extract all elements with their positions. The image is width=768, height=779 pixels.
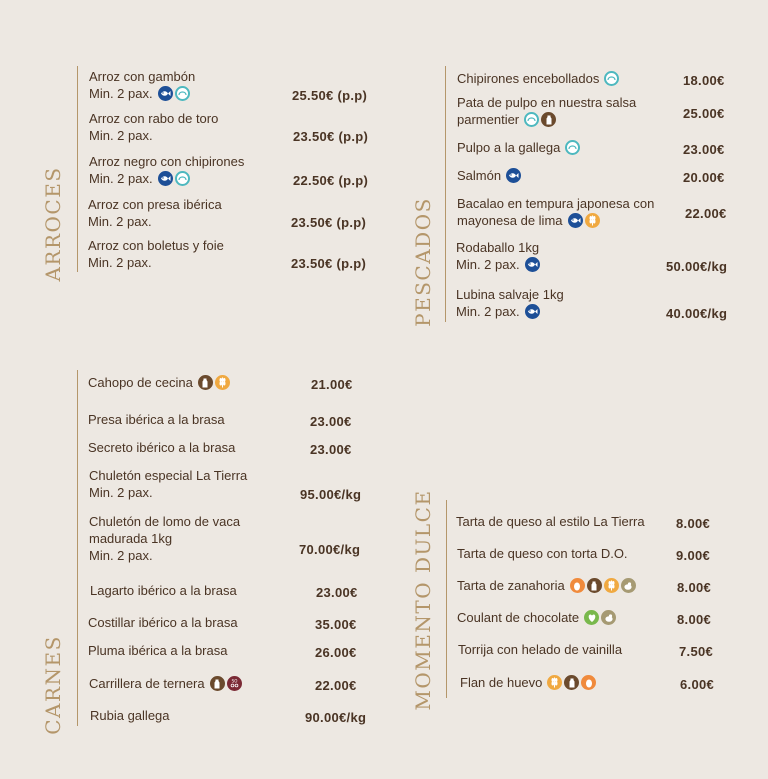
item-name: Arroz negro con chipirones xyxy=(89,154,245,169)
allergen-icons xyxy=(198,375,230,390)
fish-icon xyxy=(525,257,540,272)
shellfish-icon xyxy=(175,171,190,186)
item-name: Tarta de zanahoria xyxy=(457,578,565,593)
item-price: 40.00€/kg xyxy=(666,306,728,321)
item-name: Costillar ibérico a la brasa xyxy=(88,615,238,630)
item-name-cont: madurada 1kg xyxy=(89,531,173,546)
menu-item xyxy=(88,642,227,659)
menu-item xyxy=(457,70,619,87)
allergen-icons xyxy=(568,213,600,228)
item-note: Min. 2 pax. xyxy=(89,485,153,500)
item-name: Chuletón de lomo de vaca xyxy=(89,514,241,529)
item-price: 20.00€ xyxy=(683,170,725,185)
item-price: 8.00€ xyxy=(677,580,712,595)
item-note: Min. 2 pax. xyxy=(456,304,520,319)
item-price: 22.50€ (p.p) xyxy=(293,173,369,188)
item-name: Cahopo de cecina xyxy=(88,375,193,390)
menu-item xyxy=(89,675,242,692)
item-price: 25.50€ (p.p) xyxy=(292,88,368,103)
item-price: 90.00€/kg xyxy=(305,710,367,725)
section-title-momento-dulce: MOMENTO DULCE xyxy=(411,489,435,711)
item-name: Pata de pulpo en nuestra salsa xyxy=(457,95,637,110)
milk-icon xyxy=(587,578,602,593)
item-name: Pluma ibérica a la brasa xyxy=(88,643,228,658)
item-note: Min. 2 pax. xyxy=(88,255,152,270)
allergen-icons xyxy=(565,140,580,155)
fish-icon xyxy=(506,168,521,183)
allergen-icons xyxy=(524,112,556,127)
gluten-icon xyxy=(604,578,619,593)
section-title-carnes: CARNES xyxy=(41,635,65,735)
sulfite-icon xyxy=(227,676,242,691)
allergen-icons xyxy=(158,171,190,186)
item-name: Lagarto ibérico a la brasa xyxy=(90,583,237,598)
allergen-icons xyxy=(525,257,540,272)
shellfish-icon xyxy=(175,86,190,101)
item-name: Arroz con boletus y foie xyxy=(88,238,224,253)
egg-icon xyxy=(581,675,596,690)
item-price: 7.50€ xyxy=(679,644,714,659)
menu-item xyxy=(88,439,235,456)
item-price: 9.00€ xyxy=(676,548,711,563)
menu-item xyxy=(89,467,247,501)
menu-item xyxy=(88,411,225,428)
menu-item xyxy=(457,167,521,184)
nuts-icon xyxy=(584,610,599,625)
item-name: Presa ibérica a la brasa xyxy=(88,412,225,427)
fish-icon xyxy=(158,171,173,186)
soy-icon xyxy=(601,610,616,625)
item-price: 95.00€/kg xyxy=(300,487,362,502)
milk-icon xyxy=(198,375,213,390)
milk-icon xyxy=(210,676,225,691)
menu-item xyxy=(88,196,222,230)
item-name: Secreto ibérico a la brasa xyxy=(88,440,236,455)
menu-item xyxy=(457,94,636,128)
shellfish-icon xyxy=(524,112,539,127)
item-name: Salmón xyxy=(457,168,502,183)
menu-item xyxy=(456,513,645,530)
item-note: Min. 2 pax. xyxy=(89,86,153,101)
item-price: 23.50€ (p.p) xyxy=(291,256,367,271)
menu-item xyxy=(89,110,218,144)
allergen-icons xyxy=(584,610,616,625)
menu-item xyxy=(457,545,628,562)
item-price: 22.00€ xyxy=(315,678,357,693)
item-price: 23.00€ xyxy=(316,585,358,600)
item-price: 23.50€ (p.p) xyxy=(293,129,369,144)
item-name-cont: parmentier xyxy=(457,112,520,127)
item-name: Arroz con presa ibérica xyxy=(88,197,222,212)
item-note: Min. 2 pax. xyxy=(456,257,520,272)
item-name-cont: mayonesa de lima xyxy=(457,213,563,228)
allergen-icons xyxy=(604,71,619,86)
gluten-icon xyxy=(215,375,230,390)
section-title-arroces: ARROCES xyxy=(41,166,65,282)
gluten-icon xyxy=(547,675,562,690)
menu-item xyxy=(456,286,564,320)
shellfish-icon xyxy=(565,140,580,155)
item-price: 35.00€ xyxy=(315,617,357,632)
item-name: Coulant de chocolate xyxy=(457,610,580,625)
menu-item xyxy=(457,577,636,594)
menu-item xyxy=(90,582,237,599)
allergen-icons xyxy=(547,675,596,690)
item-price: 22.00€ xyxy=(685,206,727,221)
item-name: Bacalao en tempura japonesa con xyxy=(457,196,655,211)
divider xyxy=(445,66,446,322)
svg-text:SO: SO xyxy=(231,678,237,684)
menu-item xyxy=(90,707,170,724)
item-price: 18.00€ xyxy=(683,73,725,88)
item-price: 26.00€ xyxy=(315,645,357,660)
item-name: Arroz con rabo de toro xyxy=(89,111,219,126)
item-price: 23.00€ xyxy=(310,414,352,429)
allergen-icons xyxy=(210,676,242,691)
menu-item xyxy=(457,195,654,229)
menu-item xyxy=(89,153,244,187)
item-price: 25.00€ xyxy=(683,106,725,121)
item-name: Pulpo a la gallega xyxy=(457,140,561,155)
fish-icon xyxy=(568,213,583,228)
item-note: Min. 2 pax. xyxy=(89,548,153,563)
menu-item xyxy=(89,513,240,564)
item-price: 8.00€ xyxy=(676,516,711,531)
allergen-icons xyxy=(570,578,636,593)
divider xyxy=(77,370,78,726)
menu-item xyxy=(89,68,195,102)
item-name: Rubia gallega xyxy=(90,708,170,723)
menu-item xyxy=(458,641,622,658)
gluten-icon xyxy=(585,213,600,228)
item-note: Min. 2 pax. xyxy=(88,214,152,229)
allergen-icons xyxy=(506,168,521,183)
menu-item xyxy=(456,239,540,273)
divider xyxy=(77,66,78,272)
item-price: 70.00€/kg xyxy=(299,542,361,557)
fish-icon xyxy=(158,86,173,101)
item-name: Chipirones encebollados xyxy=(457,71,600,86)
item-name: Tarta de queso al estilo La Tierra xyxy=(456,514,645,529)
soy-icon xyxy=(621,578,636,593)
divider xyxy=(446,500,447,698)
menu-item xyxy=(88,237,224,271)
menu-item xyxy=(457,609,616,626)
fish-icon xyxy=(525,304,540,319)
item-price: 23.50€ (p.p) xyxy=(291,215,367,230)
section-title-pescados: PESCADOS xyxy=(411,197,435,327)
allergen-icons xyxy=(525,304,540,319)
allergen-icons xyxy=(158,86,190,101)
item-price: 23.00€ xyxy=(683,142,725,157)
item-name: Rodaballo 1kg xyxy=(456,240,540,255)
milk-icon xyxy=(541,112,556,127)
milk-icon xyxy=(564,675,579,690)
item-name: Lubina salvaje 1kg xyxy=(456,287,564,302)
shellfish-icon xyxy=(604,71,619,86)
menu-item xyxy=(457,139,580,156)
item-price: 21.00€ xyxy=(311,377,353,392)
item-price: 23.00€ xyxy=(310,442,352,457)
item-name: Chuletón especial La Tierra xyxy=(89,468,248,483)
item-price: 50.00€/kg xyxy=(666,259,728,274)
item-price: 6.00€ xyxy=(680,677,715,692)
item-name: Tarta de queso con torta D.O. xyxy=(457,546,628,561)
menu-item xyxy=(88,614,238,631)
egg-icon xyxy=(570,578,585,593)
item-name: Torrija con helado de vainilla xyxy=(458,642,623,657)
item-note: Min. 2 pax. xyxy=(89,171,153,186)
item-name: Flan de huevo xyxy=(460,675,543,690)
item-name: Carrillera de ternera xyxy=(89,676,205,691)
menu-item xyxy=(460,674,596,691)
item-price: 8.00€ xyxy=(677,612,712,627)
item-name: Arroz con gambón xyxy=(89,69,196,84)
menu-item xyxy=(88,374,230,391)
item-note: Min. 2 pax. xyxy=(89,128,153,143)
